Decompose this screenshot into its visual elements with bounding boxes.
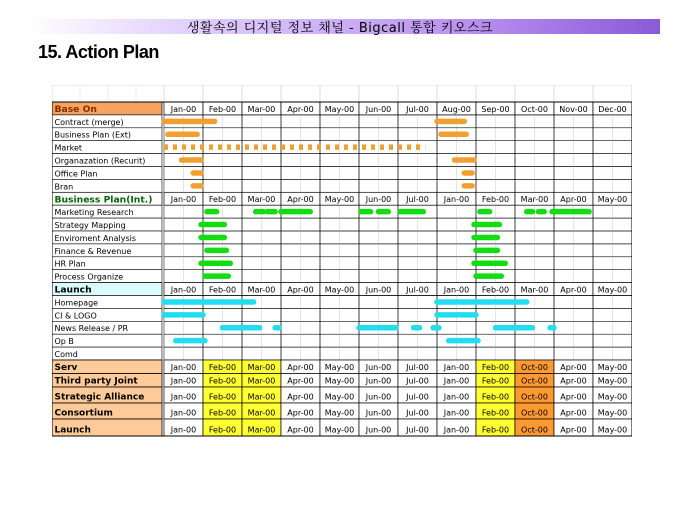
month-header-label: Oct-00 [521, 104, 548, 114]
month-header-label: Jun-00 [365, 195, 392, 205]
task-label: Market [54, 143, 82, 153]
month-header-label: Mar-00 [520, 285, 549, 295]
summary-month-label: Mar-00 [247, 376, 276, 386]
month-header-label: Apr-00 [560, 195, 587, 205]
summary-month-label: Apr-00 [287, 392, 314, 402]
summary-month-label: Feb-00 [208, 376, 237, 386]
month-header-label: Apr-00 [560, 285, 587, 295]
month-header-label: Aug-00 [442, 104, 471, 114]
summary-row-label: Serv [54, 362, 78, 373]
summary-month-label: Jan-00 [170, 408, 197, 418]
summary-month-label: Jan-00 [443, 425, 470, 435]
task-label: Marketing Research [54, 208, 134, 218]
month-header-label: Sep-00 [481, 104, 510, 114]
summary-month-label: Apr-00 [287, 408, 314, 418]
summary-month-label: May-00 [597, 392, 628, 402]
month-header-label: Nov-00 [559, 104, 588, 114]
summary-month-label: Jan-00 [443, 392, 470, 402]
month-header-label: May-00 [324, 285, 355, 295]
summary-month-label: Feb-00 [481, 362, 510, 372]
summary-row-label: Strategic Alliance [54, 392, 145, 403]
summary-month-label: Apr-00 [560, 408, 587, 418]
summary-month-label: Jan-00 [170, 376, 197, 386]
summary-month-label: Apr-00 [287, 362, 314, 372]
summary-month-label: May-00 [324, 376, 355, 386]
summary-month-label: Mar-00 [247, 425, 276, 435]
task-label: Comd [54, 350, 78, 359]
task-label: Organazation (Recurit) [54, 156, 146, 166]
summary-month-label: May-00 [597, 362, 628, 372]
section-title-business_plan: Business Plan(Int.) [54, 194, 153, 206]
summary-month-label: Jun-00 [365, 362, 392, 372]
summary-month-label: Jun-00 [365, 376, 392, 386]
summary-month-label: Feb-00 [208, 362, 237, 372]
summary-month-label: Oct-00 [521, 425, 548, 435]
task-label: Strategy Mapping [54, 221, 126, 230]
summary-month-label: Mar-00 [247, 392, 276, 402]
slide-title: 15. Action Plan [38, 42, 159, 62]
month-header-label: Jan-00 [443, 195, 470, 205]
action-plan-gantt-sheet [52, 85, 632, 438]
summary-month-label: Jul-00 [406, 425, 429, 435]
task-label: Contract (merge) [54, 117, 124, 127]
summary-month-label: Jul-00 [406, 376, 429, 386]
month-header-label: May-00 [597, 195, 628, 205]
summary-month-label: Jun-00 [365, 392, 392, 402]
month-header-label: Feb-00 [481, 195, 510, 205]
task-label: Bran [54, 182, 74, 192]
month-header-label: Feb-00 [481, 285, 510, 295]
summary-month-label: Feb-00 [481, 392, 510, 402]
summary-month-label: Apr-00 [287, 376, 314, 386]
summary-month-label: May-00 [324, 408, 355, 418]
summary-row-label: Launch [54, 425, 91, 436]
month-header-label: Jan-00 [170, 285, 197, 295]
month-header-label: Jun-00 [365, 104, 392, 114]
summary-month-label: Feb-00 [208, 408, 237, 418]
task-label: CI & LOGO [54, 311, 97, 321]
summary-month-label: Jun-00 [365, 425, 392, 435]
summary-month-label: Jun-00 [365, 408, 392, 418]
month-header-label: Mar-00 [247, 104, 276, 114]
task-label: Office Plan [54, 169, 98, 179]
summary-month-label: Feb-00 [481, 376, 510, 386]
summary-month-label: Apr-00 [560, 392, 587, 402]
summary-month-label: Oct-00 [521, 392, 548, 402]
gantt-top-strip [52, 85, 632, 102]
summary-month-label: Jul-00 [406, 408, 429, 418]
summary-month-label: Oct-00 [521, 408, 548, 418]
summary-month-label: Feb-00 [208, 392, 237, 402]
summary-month-label: Apr-00 [560, 362, 587, 372]
summary-month-label: Oct-00 [521, 362, 548, 372]
section-title-base_on: Base On [54, 104, 97, 116]
task-label: Finance & Revenue [54, 246, 132, 256]
summary-month-label: Feb-00 [481, 425, 510, 435]
task-label: Enviroment Analysis [54, 233, 137, 243]
summary-month-label: Jan-00 [443, 376, 470, 386]
month-header-label: May-00 [597, 285, 628, 295]
month-header-label: Feb-00 [208, 195, 237, 205]
summary-month-label: May-00 [324, 392, 355, 402]
summary-month-label: Jan-00 [170, 392, 197, 402]
summary-month-label: Mar-00 [247, 408, 276, 418]
header-title: 생활속의 디지털 정보 채널 - Bigcall 통합 키오스크 [186, 21, 494, 36]
task-label: News Release / PR [54, 324, 129, 334]
summary-month-label: Apr-00 [287, 425, 314, 435]
month-header-label: Apr-00 [287, 195, 314, 205]
summary-row-label: Consortium [54, 408, 113, 419]
summary-month-label: Jan-00 [443, 362, 470, 372]
month-header-label: Jun-00 [365, 285, 392, 295]
month-header-label: Mar-00 [520, 195, 549, 205]
month-header-label: Feb-00 [208, 285, 237, 295]
section-title-launch: Launch [54, 284, 92, 296]
month-header-label: Apr-00 [287, 104, 314, 114]
summary-month-label: May-00 [324, 425, 355, 435]
summary-month-label: May-00 [597, 408, 628, 418]
summary-month-label: Apr-00 [560, 376, 587, 386]
month-header-label: Apr-00 [287, 285, 314, 295]
task-label: HR Plan [54, 259, 86, 269]
task-label: Business Plan (Ext) [54, 130, 132, 140]
summary-month-label: May-00 [597, 425, 628, 435]
summary-month-label: Jan-00 [443, 408, 470, 418]
summary-row-label: Third party Joint [54, 376, 138, 387]
month-header-label: Dec-00 [598, 104, 627, 114]
task-label: Process Organize [54, 272, 124, 282]
summary-month-label: Apr-00 [560, 425, 587, 435]
month-header-label: Jan-00 [170, 104, 197, 114]
month-header-label: Jul-00 [406, 195, 429, 205]
gantt-chart [52, 85, 632, 438]
summary-month-label: Feb-00 [481, 408, 510, 418]
month-header-label: Jul-00 [406, 285, 429, 295]
summary-month-label: Jan-00 [170, 425, 197, 435]
month-header-label: Jan-00 [443, 285, 470, 295]
summary-month-label: Mar-00 [247, 362, 276, 372]
summary-month-label: Feb-00 [208, 425, 237, 435]
month-header-label: Jul-00 [406, 104, 429, 114]
summary-month-label: Jul-00 [406, 362, 429, 372]
summary-month-label: May-00 [597, 376, 628, 386]
summary-month-label: Jul-00 [406, 392, 429, 402]
month-header-label: Mar-00 [247, 285, 276, 295]
summary-month-label: Oct-00 [521, 376, 548, 386]
task-label: Op B [54, 337, 74, 347]
summary-month-label: Jan-00 [170, 362, 197, 372]
month-header-label: May-00 [324, 195, 355, 205]
month-header-label: Mar-00 [247, 195, 276, 205]
task-label: Homepage [54, 298, 99, 308]
month-header-label: Feb-00 [208, 104, 237, 114]
month-header-label: Jan-00 [170, 195, 197, 205]
month-header-label: May-00 [324, 104, 355, 114]
summary-month-label: May-00 [324, 362, 355, 372]
